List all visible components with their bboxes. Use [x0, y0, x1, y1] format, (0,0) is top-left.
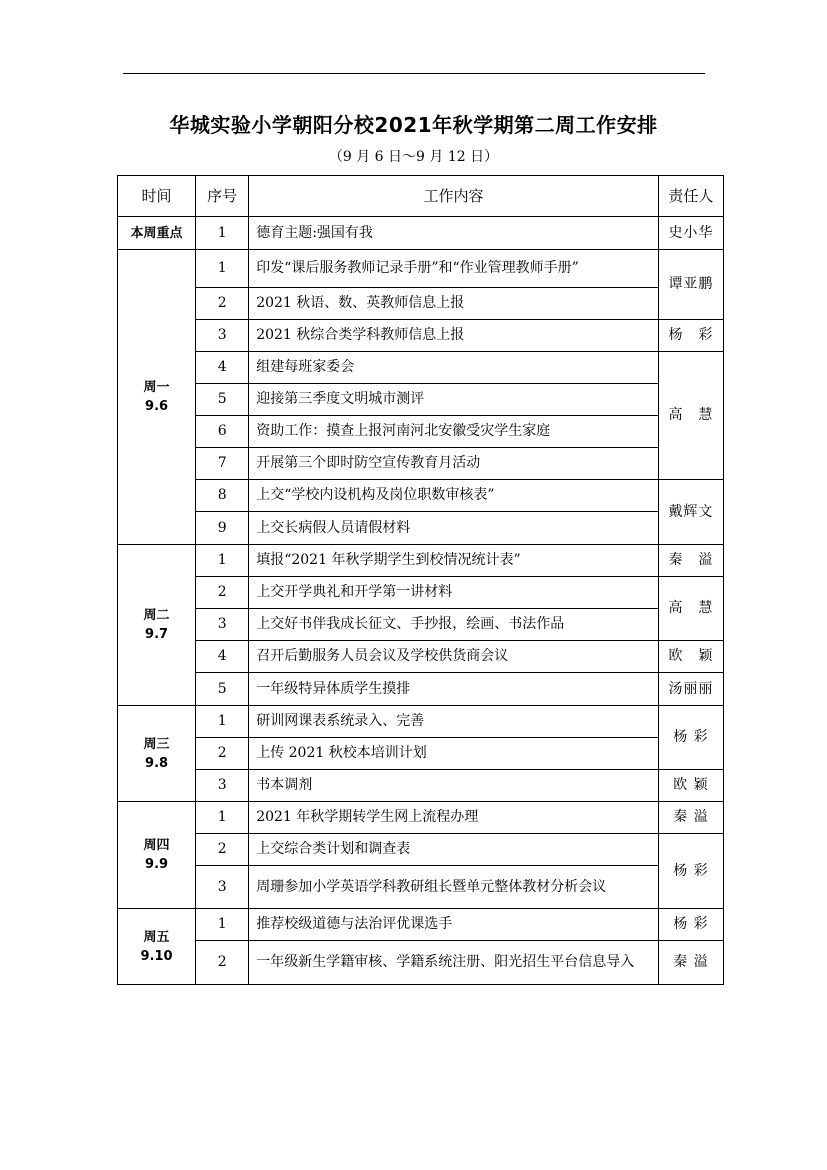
table-row: [118, 448, 724, 480]
header-no: 序号: [196, 176, 249, 217]
day-date: 9.9: [145, 857, 169, 872]
day-name: 周四: [143, 838, 170, 853]
table-row: [118, 770, 724, 802]
row-owner: 欧 颖: [658, 770, 723, 802]
row-number: 3: [196, 866, 249, 909]
table-row: [118, 834, 724, 866]
row-number: 5: [196, 673, 249, 706]
day-cell-thu: [118, 802, 196, 909]
row-content: 印发“课后服务教师记录手册”和“作业管理教师手册”: [249, 250, 659, 288]
table-row: [118, 673, 724, 706]
row-owner: 杨 彩: [658, 909, 723, 941]
row-owner: 汤丽丽: [658, 673, 723, 706]
row-number: 2: [196, 738, 249, 770]
table-row: [118, 609, 724, 641]
header-owner: 责任人: [658, 176, 723, 217]
table-row: [118, 250, 724, 288]
table-row: [118, 545, 724, 577]
row-content: 一年级新生学籍审核、学籍系统注册、阳光招生平台信息导入: [249, 941, 659, 985]
day-cell-mon: [118, 250, 196, 545]
day-cell-tue: [118, 545, 196, 706]
day-date: 9.6: [145, 399, 169, 414]
table-row: [118, 480, 724, 512]
row-content: 迎接第三季度文明城市测评: [249, 384, 659, 416]
table-row: [118, 352, 724, 384]
row-content: 上交开学典礼和开学第一讲材料: [249, 577, 659, 609]
table-row: [118, 384, 724, 416]
row-owner: 秦 溢: [658, 545, 723, 577]
row-number: 1: [196, 250, 249, 288]
row-owner: 秦 溢: [658, 802, 723, 834]
row-owner: 欧 颖: [658, 641, 723, 673]
row-owner: 戴辉文: [658, 480, 723, 545]
row-number: 2: [196, 577, 249, 609]
row-owner: 高 慧: [658, 352, 723, 480]
header-rule: [123, 73, 705, 74]
row-content: 德育主题:强国有我: [249, 217, 659, 250]
row-number: 8: [196, 480, 249, 512]
row-number: 3: [196, 609, 249, 641]
row-content: 开展第三个即时防空宣传教育月活动: [249, 448, 659, 480]
table-row: [118, 320, 724, 352]
row-number: 3: [196, 770, 249, 802]
schedule-table: [117, 175, 724, 985]
row-content: 上交好书伴我成长征文、手抄报，绘画、书法作品: [249, 609, 659, 641]
header-content: 工作内容: [249, 176, 659, 217]
row-content: 资助工作：摸查上报河南河北安徽受灾学生家庭: [249, 416, 659, 448]
document-title: 华城实验小学朝阳分校2021年秋学期第二周工作安排: [169, 113, 658, 137]
row-number: 2: [196, 834, 249, 866]
row-number: 1: [196, 909, 249, 941]
row-owner: 杨 彩: [658, 834, 723, 909]
day-name: 周五: [143, 929, 170, 945]
row-number: 1: [196, 545, 249, 577]
row-number: 2: [196, 288, 249, 320]
row-number: 6: [196, 416, 249, 448]
focus-label: 本周重点: [118, 217, 196, 250]
day-cell-wed: [118, 706, 196, 802]
table-row: [118, 909, 724, 941]
row-content: 上交长病假人员请假材料: [249, 512, 659, 545]
row-owner: 高 慧: [658, 577, 723, 641]
day-date: 9.7: [145, 627, 169, 642]
row-number: 1: [196, 802, 249, 834]
header-row: [118, 176, 724, 217]
row-content: 2021 秋语、数、英教师信息上报: [249, 288, 659, 320]
row-content: 上传 2021 秋校本培训计划: [249, 738, 659, 770]
day-date: 9.10: [140, 948, 173, 964]
row-number: 4: [196, 641, 249, 673]
row-content: 研训网课表系统录入、完善: [249, 706, 659, 738]
document-subtitle: （9 月 6 日～9 月 12 日）: [328, 149, 499, 165]
table-row: [118, 577, 724, 609]
row-content: 一年级特异体质学生摸排: [249, 673, 659, 706]
table-row: [118, 802, 724, 834]
table-row: [118, 866, 724, 909]
focus-row: [118, 217, 724, 250]
table-row: [118, 512, 724, 545]
row-number: 4: [196, 352, 249, 384]
row-owner: 秦 溢: [658, 941, 723, 985]
row-number: 7: [196, 448, 249, 480]
row-content: 2021 年秋学期转学生网上流程办理: [249, 802, 659, 834]
row-number: 5: [196, 384, 249, 416]
row-content: 周珊参加小学英语学科教研组长暨单元整体教材分析会议: [249, 866, 659, 909]
day-name: 周二: [143, 608, 170, 623]
row-number: 2: [196, 941, 249, 985]
row-content: 填报“2021 年秋学期学生到校情况统计表”: [249, 545, 659, 577]
row-owner: 杨 彩: [658, 320, 723, 352]
table-row: [118, 288, 724, 320]
day-date: 9.8: [145, 755, 169, 771]
day-name: 周三: [143, 736, 170, 752]
day-cell-fri: [118, 909, 196, 985]
table-row: [118, 941, 724, 985]
header-time: 时间: [118, 176, 196, 217]
day-name: 周一: [143, 380, 170, 395]
row-content: 2021 秋综合类学科教师信息上报: [249, 320, 659, 352]
table-row: [118, 738, 724, 770]
row-owner: 谭亚鹏: [658, 250, 723, 320]
row-number: 3: [196, 320, 249, 352]
row-owner: 杨 彩: [658, 706, 723, 770]
table-row: [118, 416, 724, 448]
row-owner: 史小华: [658, 217, 723, 250]
row-number: 9: [196, 512, 249, 545]
table-row: [118, 641, 724, 673]
row-content: 上交“学校内设机构及岗位职数审核表”: [249, 480, 659, 512]
row-content: 书本调剂: [249, 770, 659, 802]
table-row: [118, 706, 724, 738]
row-content: 召开后勤服务人员会议及学校供货商会议: [249, 641, 659, 673]
row-number: 1: [196, 217, 249, 250]
row-number: 1: [196, 706, 249, 738]
row-content: 推荐校级道德与法治评优课选手: [249, 909, 659, 941]
row-content: 组建每班家委会: [249, 352, 659, 384]
row-content: 上交综合类计划和调查表: [249, 834, 659, 866]
